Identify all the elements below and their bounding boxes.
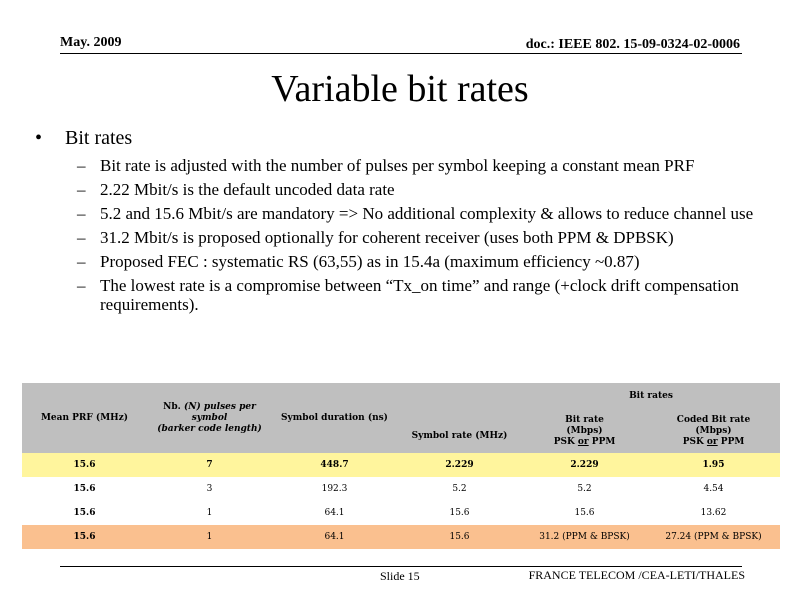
cell-symbol-duration: 192.3: [272, 477, 397, 501]
col-header-bit-rate: [522, 409, 647, 453]
psk-label: PSK: [682, 436, 707, 447]
table-row: [22, 477, 780, 501]
cell-symbol-rate: 5.2: [397, 477, 522, 501]
sub-bullet-item: [77, 276, 777, 314]
pulses-barker: (barker code length): [157, 423, 262, 434]
pulses-prefix: Nb.: [163, 401, 184, 412]
bit-rate-unit: (Mbps): [566, 425, 603, 436]
dash-marker: –: [77, 252, 86, 271]
cell-bit-rate: 2.229: [522, 453, 647, 477]
sub-bullet-list: [77, 156, 777, 319]
dash-marker: –: [77, 156, 86, 175]
cell-coded-bit-rate: 4.54: [647, 477, 780, 501]
dash-marker: –: [77, 276, 86, 295]
cell-bit-rate: 31.2 (PPM & BPSK): [522, 525, 647, 549]
cell-pulses: 7: [147, 453, 272, 477]
sub-bullet-text: Bit rate is adjusted with the number of pulses per symbol keeping a constant mean PRF: [100, 156, 695, 175]
table-row: [22, 453, 780, 477]
cell-bit-rate: 15.6: [522, 501, 647, 525]
cell-pulses: 3: [147, 477, 272, 501]
ppm-label: PPM: [588, 436, 616, 447]
cell-mean-prf: 15.6: [22, 501, 147, 525]
cell-symbol-duration: 64.1: [272, 525, 397, 549]
cell-pulses: 1: [147, 525, 272, 549]
header-doc-id: doc.: IEEE 802. 15-09-0324-02-0006: [525, 37, 740, 52]
cell-symbol-duration: 448.7: [272, 453, 397, 477]
table-row: [22, 525, 780, 549]
or-label: or: [577, 436, 589, 447]
table-row: [22, 501, 780, 525]
footer-divider: [60, 566, 742, 567]
bullet-label: Bit rates: [65, 127, 133, 149]
sub-bullet-text: Proposed FEC : systematic RS (63,55) as in 15.4a (maximum efficiency ~0.87): [100, 252, 640, 271]
col-header-coded-bit-rate: [647, 409, 780, 453]
sub-bullet-item: [77, 204, 777, 223]
cell-coded-bit-rate: 13.62: [647, 501, 780, 525]
header-date: May. 2009: [60, 35, 122, 50]
footer-organizations: FRANCE TELECOM /CEA-LETI/THALES: [528, 568, 745, 582]
sub-bullet-item: [77, 156, 777, 175]
cell-pulses: 1: [147, 501, 272, 525]
cell-coded-bit-rate: 27.24 (PPM & BPSK): [647, 525, 780, 549]
coded-bit-rate-unit: (Mbps): [695, 425, 732, 436]
cell-mean-prf: 15.6: [22, 525, 147, 549]
sub-bullet-item: [77, 180, 777, 199]
sub-bullet-text: 2.22 Mbit/s is the default uncoded data rate: [100, 180, 395, 199]
or-label: or: [706, 436, 718, 447]
col-header-bit-rates-group: Bit rates: [522, 383, 780, 409]
header-divider: [60, 53, 742, 54]
coded-bit-rate-title: Coded Bit rate: [676, 414, 751, 425]
cell-mean-prf: 15.6: [22, 453, 147, 477]
pulses-italic: (N) pulses per symbol: [183, 401, 256, 423]
cell-symbol-duration: 64.1: [272, 501, 397, 525]
cell-mean-prf: 15.6: [22, 477, 147, 501]
ppm-label: PPM: [717, 436, 745, 447]
cell-symbol-rate: 15.6: [397, 525, 522, 549]
sub-bullet-item: [77, 228, 777, 247]
footer-slide-number: Slide 15: [380, 569, 420, 583]
bit-rates-table: [22, 383, 780, 549]
bullet-marker: •: [35, 127, 43, 149]
psk-label: PSK: [553, 436, 578, 447]
dash-marker: –: [77, 180, 86, 199]
slide-title: Variable bit rates: [271, 68, 529, 110]
bit-rate-title: Bit rate: [565, 414, 604, 425]
cell-symbol-rate: 15.6: [397, 501, 522, 525]
col-header-mean-prf: Mean PRF (MHz): [22, 383, 147, 453]
sub-bullet-text: 5.2 and 15.6 Mbit/s are mandatory => No additional complexity & allows to reduce channel use: [100, 204, 754, 223]
cell-symbol-rate: 2.229: [397, 453, 522, 477]
sub-bullet-item: [77, 252, 777, 271]
col-header-pulses: [147, 383, 272, 453]
sub-bullet-text: The lowest rate is a compromise between “Tx_on time” and range (+clock drift compensation requirements).: [100, 276, 739, 314]
bullet-bit-rates: [35, 127, 132, 149]
dash-marker: –: [77, 228, 86, 247]
sub-bullet-text: 31.2 Mbit/s is proposed optionally for coherent receiver (uses both PPM & DPBSK): [100, 228, 674, 247]
col-header-symbol-duration: Symbol duration (ns): [272, 383, 397, 453]
dash-marker: –: [77, 204, 86, 223]
cell-bit-rate: 5.2: [522, 477, 647, 501]
cell-coded-bit-rate: 1.95: [647, 453, 780, 477]
col-header-symbol-rate: Symbol rate (MHz): [397, 383, 522, 453]
